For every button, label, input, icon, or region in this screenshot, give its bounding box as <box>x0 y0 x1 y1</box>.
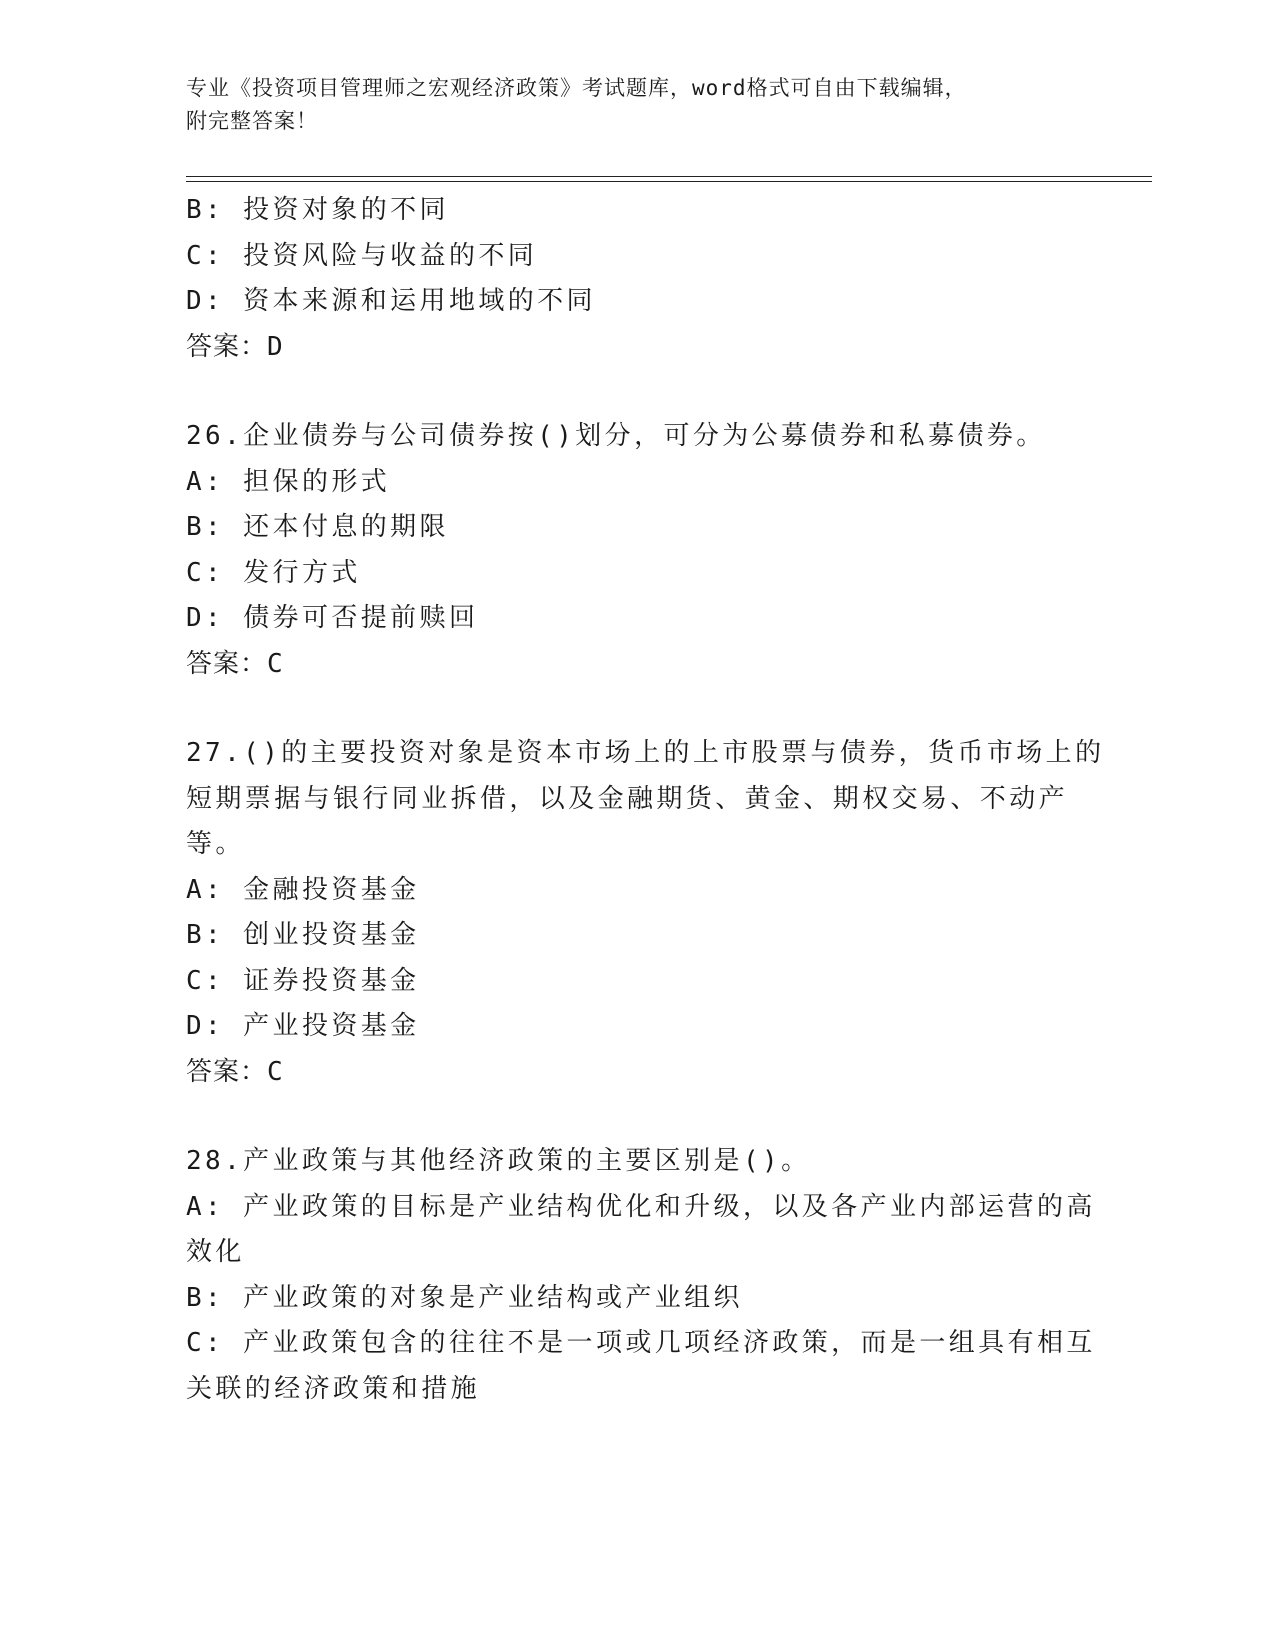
option-b: B: 投资对象的不同 <box>186 195 449 225</box>
option-b: B: 还本付息的期限 <box>186 512 449 542</box>
question-stem: 26.企业债券与公司债券按()划分，可分为公募债券和私募债券。 <box>186 421 1046 451</box>
option-a: A: 金融投资基金 <box>186 874 420 905</box>
option-d: D: 债券可否提前赎回 <box>186 603 479 633</box>
spacer <box>186 1095 1086 1139</box>
question-27 <box>186 731 1105 1095</box>
answer: 答案：C <box>186 1056 284 1087</box>
question-stem-line-1: 27.()的主要投资对象是资本市场上的上市股票与债券，货币市场上的 <box>186 738 1105 768</box>
question-28 <box>186 1139 1096 1412</box>
option-d: D: 资本来源和运用地域的不同 <box>186 286 596 316</box>
option-b: B: 创业投资基金 <box>186 920 420 950</box>
option-b: B: 产业政策的对象是产业结构或产业组织 <box>186 1282 743 1313</box>
question-list <box>186 188 1105 1412</box>
header-line-2: 附完整答案！ <box>186 109 318 133</box>
header-line-1: 专业《投资项目管理师之宏观经济政策》考试题库，word格式可自由下载编辑， <box>186 76 967 100</box>
option-c-line-1: C: 产业政策包含的往往不是一项或几项经济政策，而是一组具有相互 <box>186 1328 1096 1358</box>
option-a-line-1: A: 产业政策的目标是产业结构优化和升级，以及各产业内部运营的高 <box>186 1191 1096 1222</box>
option-c-line-2: 关联的经济政策和措施 <box>186 1373 481 1404</box>
document-header <box>186 72 1086 138</box>
question-stem-line-2: 短期票据与银行同业拆借，以及金融期货、黄金、期权交易、不动产 <box>186 783 1069 814</box>
question-stem-line-3: 等。 <box>186 829 245 859</box>
spacer <box>186 687 1086 731</box>
question-stem: 28.产业政策与其他经济政策的主要区别是()。 <box>186 1146 811 1176</box>
option-c: C: 发行方式 <box>186 557 361 588</box>
option-a: A: 担保的形式 <box>186 466 391 497</box>
answer: 答案：C <box>186 648 284 679</box>
option-c: C: 投资风险与收益的不同 <box>186 240 538 271</box>
header-rule-bottom <box>186 181 1152 182</box>
spacer <box>186 370 1086 414</box>
question-26 <box>186 414 1086 687</box>
option-d: D: 产业投资基金 <box>186 1011 420 1041</box>
answer: 答案：D <box>186 331 284 362</box>
question-25 <box>186 188 1086 370</box>
header-rule-top <box>186 176 1152 177</box>
option-c: C: 证券投资基金 <box>186 965 420 996</box>
option-a-line-2: 效化 <box>186 1237 245 1267</box>
